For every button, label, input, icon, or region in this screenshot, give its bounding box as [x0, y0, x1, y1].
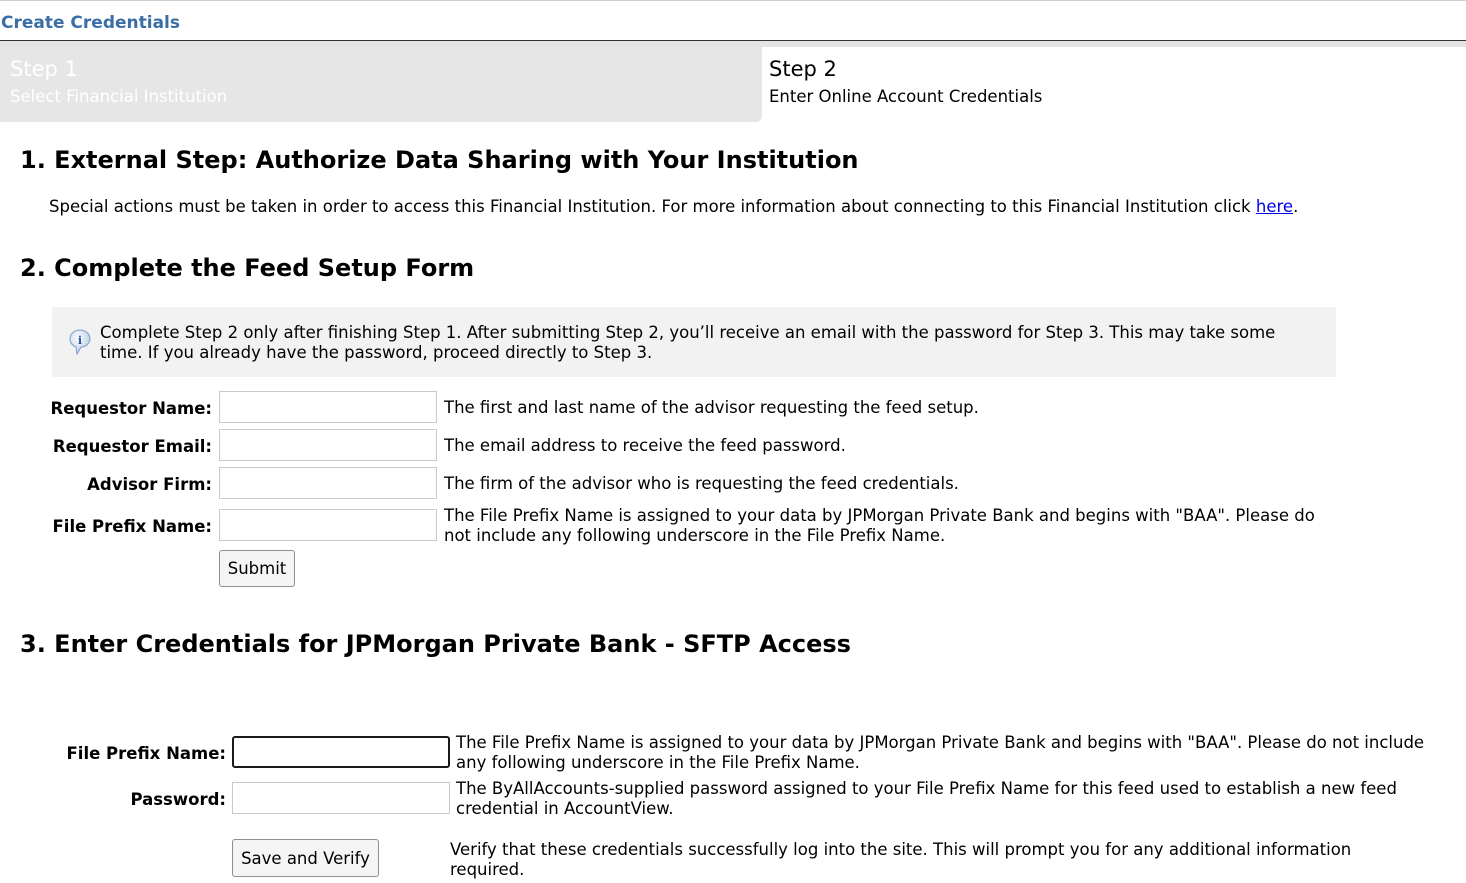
advisor-firm-help: The firm of the advisor who is requesting the feed credentials. [444, 474, 959, 493]
here-link[interactable]: here [1255, 197, 1294, 216]
file-prefix-help: The File Prefix Name is assigned to your data by JPMorgan Private Bank and begins with "BAA". Please do not include any following underscore in the File Prefix Name. [444, 506, 1315, 545]
step-2-tab [762, 47, 1466, 122]
save-and-verify-help: Verify that these credentials successfully log into the site. This will prompt you for any additional information required. [450, 840, 1352, 879]
step-1-subtitle: Select Financial Institution [10, 87, 228, 106]
requestor-name-input[interactable] [219, 391, 437, 423]
step-1-tab[interactable] [0, 47, 762, 122]
section-3-heading: 3. Enter Credentials for JPMorgan Private Bank - SFTP Access [20, 630, 851, 658]
section-1-heading: 1. External Step: Authorize Data Sharing with Your Institution [20, 146, 859, 174]
section-1-text [49, 197, 1298, 216]
top-border [0, 0, 1466, 1]
svg-text:i: i [77, 334, 83, 347]
step-2-title: Step 2 [769, 57, 837, 81]
requestor-name-help: The first and last name of the advisor requesting the feed setup. [444, 398, 979, 417]
password-input[interactable] [232, 782, 450, 814]
submit-button[interactable]: Submit [219, 550, 295, 587]
file-prefix-label: File Prefix Name: [52, 517, 212, 536]
credential-file-prefix-input[interactable] [232, 736, 450, 768]
credential-file-prefix-label: File Prefix Name: [66, 744, 226, 763]
requestor-name-label: Requestor Name: [50, 399, 212, 418]
section-2-heading: 2. Complete the Feed Setup Form [20, 254, 475, 282]
requestor-email-input[interactable] [219, 429, 437, 461]
password-help: The ByAllAccounts-supplied password assigned to your File Prefix Name for this feed used to establish a new feed credential in AccountView. [456, 779, 1397, 818]
credential-file-prefix-help: The File Prefix Name is assigned to your data by JPMorgan Private Bank and begins with "BAA". Please do not include any following underscore in the File Prefix Name. [456, 733, 1425, 772]
info-icon [69, 329, 91, 355]
requestor-email-help: The email address to receive the feed password. [444, 436, 846, 455]
page-title: Create Credentials [1, 13, 180, 33]
section-1-description: Special actions must be taken in order to access this Financial Institution. For more information about connecting to this Financial Institution click [49, 197, 1256, 216]
advisor-firm-input[interactable] [219, 467, 437, 499]
advisor-firm-label: Advisor Firm: [87, 475, 212, 494]
password-label: Password: [130, 790, 226, 809]
step-1-title: Step 1 [10, 57, 78, 81]
file-prefix-input[interactable] [219, 509, 437, 541]
info-box [52, 307, 1336, 377]
requestor-email-label: Requestor Email: [52, 437, 212, 456]
info-text: Complete Step 2 only after finishing Step 1. After submitting Step 2, you’ll receive an email with the password for Step 3. This may take some time. If you already have the password, proceed directly to Step 3. [100, 323, 1276, 362]
section-1-period: . [1293, 197, 1299, 216]
save-and-verify-button[interactable]: Save and Verify [232, 839, 379, 877]
step-2-subtitle: Enter Online Account Credentials [769, 87, 1043, 106]
